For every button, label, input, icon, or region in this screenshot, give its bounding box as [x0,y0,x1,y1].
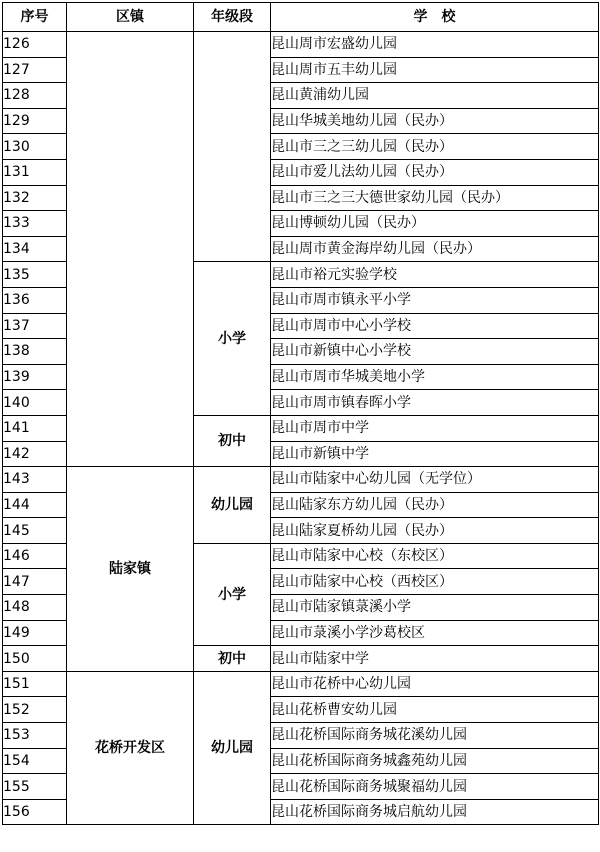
row-number: 126 [3,32,67,58]
header-seq: 序号 [3,3,67,32]
school-name: 昆山市周市镇永平小学 [271,287,599,313]
row-number: 150 [3,646,67,672]
school-name: 昆山市陆家中学 [271,646,599,672]
row-number: 134 [3,236,67,262]
header-school: 学 校 [271,3,599,32]
row-number: 148 [3,595,67,621]
row-number: 152 [3,697,67,723]
school-name: 昆山周市宏盛幼儿园 [271,32,599,58]
grade-cell-middle: 初中 [194,646,271,672]
row-number: 132 [3,185,67,211]
school-name: 昆山陆家夏桥幼儿园（民办） [271,518,599,544]
grade-cell-blank [194,32,271,262]
row-number: 156 [3,799,67,825]
row-number: 128 [3,83,67,109]
school-name: 昆山市三之三幼儿园（民办） [271,134,599,160]
grade-cell-primary: 小学 [194,543,271,645]
row-number: 153 [3,723,67,749]
school-name: 昆山市新镇中心小学校 [271,339,599,365]
row-number: 145 [3,518,67,544]
row-number: 136 [3,287,67,313]
row-number: 135 [3,262,67,288]
row-number: 138 [3,339,67,365]
row-number: 144 [3,492,67,518]
district-cell-huaqiao: 花桥开发区 [67,671,194,825]
school-name: 昆山博顿幼儿园（民办） [271,211,599,237]
row-number: 151 [3,671,67,697]
district-cell-blank [67,32,194,467]
school-name: 昆山市新镇中学 [271,441,599,467]
row-number: 142 [3,441,67,467]
school-name: 昆山花桥国际商务城聚福幼儿园 [271,774,599,800]
school-name: 昆山市三之三大德世家幼儿园（民办） [271,185,599,211]
grade-cell-kindergarten: 幼儿园 [194,467,271,544]
district-cell-lujia: 陆家镇 [67,467,194,672]
grade-cell-middle: 初中 [194,415,271,466]
school-name: 昆山华城美地幼儿园（民办） [271,108,599,134]
school-name: 昆山花桥曹安幼儿园 [271,697,599,723]
row-number: 131 [3,159,67,185]
header-row [3,3,599,32]
school-name: 昆山市陆家镇菉溪小学 [271,595,599,621]
school-name: 昆山花桥国际商务城鑫苑幼儿园 [271,748,599,774]
school-name: 昆山市花桥中心幼儿园 [271,671,599,697]
school-name: 昆山市周市镇春晖小学 [271,390,599,416]
school-name: 昆山市菉溪小学沙葛校区 [271,620,599,646]
row-number: 155 [3,774,67,800]
table-row [3,671,599,697]
school-name: 昆山花桥国际商务城花溪幼儿园 [271,723,599,749]
school-name: 昆山花桥国际商务城启航幼儿园 [271,799,599,825]
school-name: 昆山周市五丰幼儿园 [271,57,599,83]
school-table [2,2,599,825]
header-grade: 年级段 [194,3,271,32]
row-number: 133 [3,211,67,237]
school-name: 昆山陆家东方幼儿园（民办） [271,492,599,518]
header-district: 区镇 [67,3,194,32]
school-name: 昆山市周市中学 [271,415,599,441]
row-number: 143 [3,467,67,493]
school-name: 昆山黄浦幼儿园 [271,83,599,109]
school-name: 昆山市周市华城美地小学 [271,364,599,390]
row-number: 129 [3,108,67,134]
row-number: 130 [3,134,67,160]
table-row [3,32,599,58]
school-name: 昆山市陆家中心校（西校区） [271,569,599,595]
school-name: 昆山市周市中心小学校 [271,313,599,339]
row-number: 147 [3,569,67,595]
row-number: 154 [3,748,67,774]
row-number: 140 [3,390,67,416]
grade-cell-kindergarten: 幼儿园 [194,671,271,825]
row-number: 137 [3,313,67,339]
school-name: 昆山周市黄金海岸幼儿园（民办） [271,236,599,262]
school-name: 昆山市陆家中心幼儿园（无学位） [271,467,599,493]
school-name: 昆山市爱儿法幼儿园（民办） [271,159,599,185]
grade-cell-primary: 小学 [194,262,271,416]
row-number: 149 [3,620,67,646]
table-row [3,467,599,493]
row-number: 127 [3,57,67,83]
school-name: 昆山市陆家中心校（东校区） [271,543,599,569]
row-number: 146 [3,543,67,569]
row-number: 139 [3,364,67,390]
row-number: 141 [3,415,67,441]
school-name: 昆山市裕元实验学校 [271,262,599,288]
